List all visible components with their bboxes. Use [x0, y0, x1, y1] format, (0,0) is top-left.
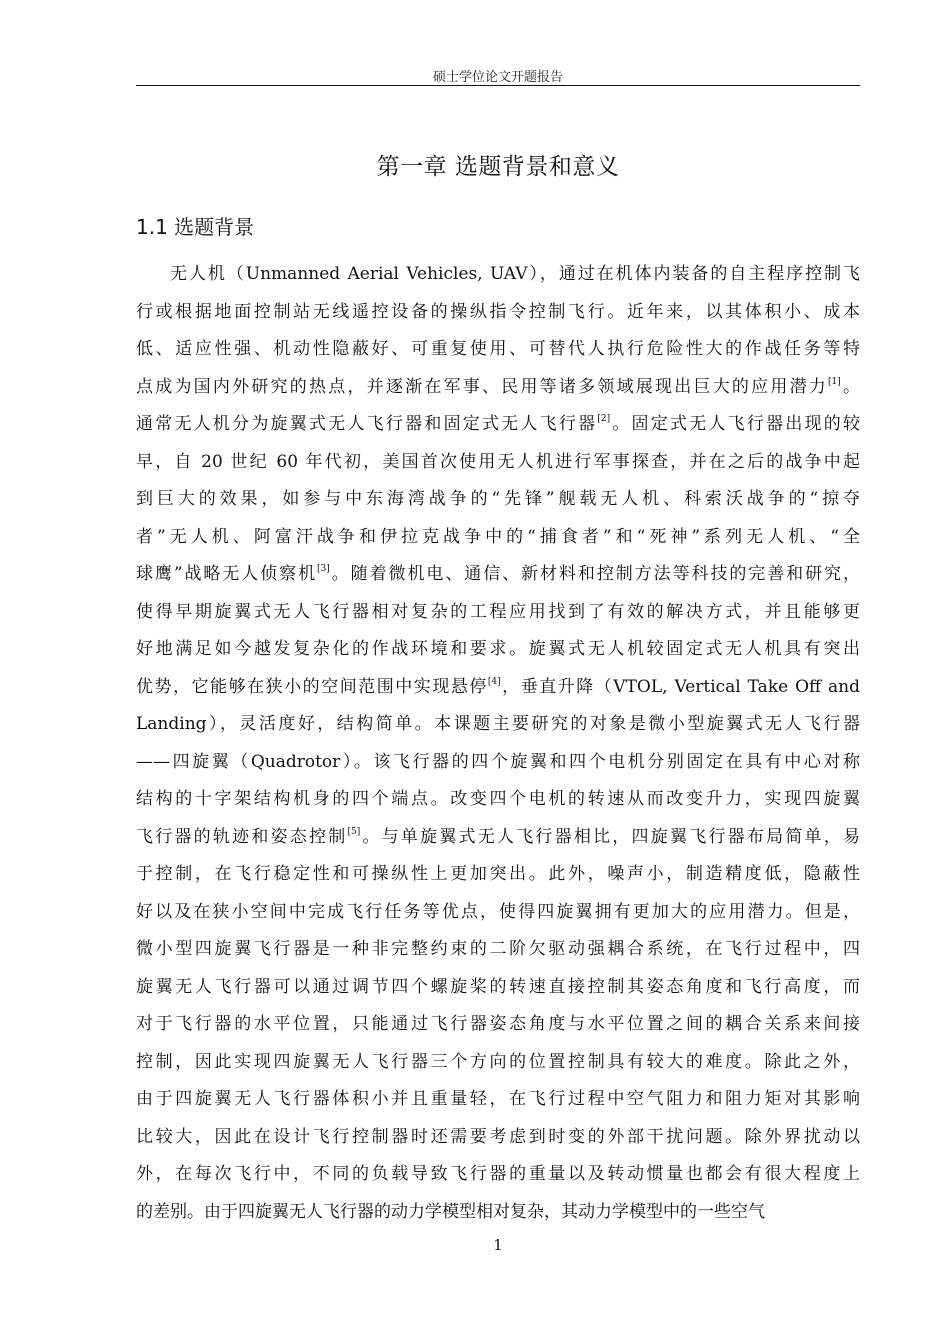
text-line	[136, 294, 860, 332]
body-paragraph	[136, 256, 860, 1231]
citation-ref: [2]	[597, 414, 611, 424]
line-text: 旋翼无人飞行器可以通过调节四个螺旋桨的转速直接控制其姿态角度和飞行高度，而	[136, 976, 860, 997]
text-line	[136, 631, 860, 669]
line-text-tail: ，垂直升降（VTOL, Vertical Take Off and	[500, 676, 860, 697]
citation-ref: [1]	[828, 376, 841, 387]
text-line	[136, 781, 860, 819]
citation-ref: [5]	[347, 826, 361, 837]
line-text: 无人机（Unmanned Aerial Vehicles, UAV），通过在机体内装备的自主程序控制飞	[170, 264, 860, 284]
text-line	[136, 969, 860, 1007]
line-text: 对于飞行器的水平位置，只能通过飞行器姿态角度与水平位置之间的耦合关系来间接	[136, 1014, 860, 1034]
line-text: 好以及在狭小空间中完成飞行任务等优点，使得四旋翼拥有更加大的应用潜力。但是，	[136, 901, 860, 922]
line-text-tail: 。随着微机电、通信、新材料和控制方法等科技的完善和研究，	[329, 564, 860, 584]
line-text: 好地满足如今越发复杂化的作战环境和要求。旋翼式无人机较固定式无人机具有突出	[136, 639, 860, 659]
text-line	[136, 556, 860, 594]
line-text: 到巨大的效果，如参与中东海湾战争的“先锋”舰载无人机、科索沃战争的“掠夺	[136, 489, 860, 509]
text-line	[136, 856, 860, 894]
line-text-tail: 。固定式无人飞行器出现的较	[610, 414, 860, 434]
line-text: 由于四旋翼无人飞行器体积小并且重量轻，在飞行过程中空气阻力和阻力矩对其影响	[136, 1089, 860, 1109]
text-line	[136, 1006, 860, 1044]
line-text: 飞行器的轨迹和姿态控制	[136, 826, 348, 847]
line-text: 点成为国内外研究的热点，并逐渐在军事、民用等诸多领域展现出巨大的应用潜力	[136, 376, 829, 397]
line-text: 外，在每次飞行中，不同的负载导致飞行器的重量以及转动惯量也都会有很大程度上	[136, 1164, 860, 1184]
line-text: 控制，因此实现四旋翼无人飞行器三个方向的位置控制具有较大的难度。除此之外，	[136, 1051, 860, 1072]
chapter-title: 第一章 选题背景和意义	[376, 154, 620, 180]
text-line	[136, 706, 860, 744]
text-line	[136, 594, 860, 632]
text-line	[136, 369, 860, 407]
text-line	[136, 1156, 860, 1194]
line-text: 低、适应性强、机动性隐蔽好、可重复使用、可替代人执行危险性大的作战任务等特	[136, 339, 860, 359]
line-text: 于控制，在飞行稳定性和可操纵性上更加突出。此外，噪声小，制造精度低，隐蔽性	[136, 864, 860, 884]
line-text: Landing），灵活度好，结构简单。本课题主要研究的对象是微小型旋翼式无人飞行器	[136, 714, 860, 734]
text-line	[136, 481, 860, 519]
text-line	[136, 331, 860, 369]
line-text: 行或根据地面控制站无线遥控设备的操纵指令控制飞行。近年来，以其体积小、成本	[136, 301, 860, 322]
text-line	[136, 1194, 860, 1232]
page-number: 1	[493, 1236, 503, 1254]
line-text: 微小型四旋翼飞行器是一种非完整约束的二阶欠驱动强耦合系统，在飞行过程中，四	[136, 939, 860, 959]
text-line	[136, 256, 860, 294]
text-line	[136, 406, 860, 444]
text-line	[136, 931, 860, 969]
text-line	[136, 1044, 860, 1082]
line-text-tail: 。	[840, 376, 860, 397]
text-line	[136, 894, 860, 932]
page-header: 硕士学位论文开题报告	[432, 70, 563, 85]
text-line	[136, 444, 860, 482]
line-text: 者”无人机、阿富汗战争和伊拉克战争中的“捕食者”和“死神”系列无人机、“全	[136, 526, 860, 547]
text-line	[136, 669, 860, 707]
line-text: 早，自 20 世纪 60 年代初，美国首次使用无人机进行军事探查，并在之后的战争中起	[136, 451, 860, 472]
text-line	[136, 1081, 860, 1119]
line-text: ——四旋翼（Quadrotor）。该飞行器的四个旋翼和四个电机分别固定在具有中心对称	[136, 751, 860, 772]
line-text: 通常无人机分为旋翼式无人飞行器和固定式无人飞行器	[136, 414, 598, 434]
text-line	[136, 819, 860, 857]
line-text: 球鹰”战略无人侦察机	[136, 564, 318, 584]
header-rule	[136, 85, 860, 86]
text-line	[136, 744, 860, 782]
line-text: 优势，它能够在狭小的空间范围中实现悬停	[136, 676, 488, 697]
line-text: 结构的十字架结构机身的四个端点。改变四个电机的转速从而改变升力，实现四旋翼	[136, 789, 860, 809]
line-text: 使得早期旋翼式无人飞行器相对复杂的工程应用找到了有效的解决方式，并且能够更	[136, 601, 860, 622]
line-text: 的差别。由于四旋翼无人飞行器的动力学模型相对复杂，其动力学模型中的一些空气	[136, 1201, 765, 1222]
section-heading: 1.1 选题背景	[136, 215, 255, 239]
text-line	[136, 519, 860, 557]
line-text-tail: 。与单旋翼式无人飞行器相比，四旋翼飞行器布局简单，易	[360, 826, 860, 847]
line-text: 比较大，因此在设计飞行控制器时还需要考虑到时变的外部干扰问题。除外界扰动以	[136, 1126, 860, 1147]
citation-ref: [4]	[487, 676, 501, 687]
text-line	[136, 1119, 860, 1157]
citation-ref: [3]	[317, 564, 330, 574]
